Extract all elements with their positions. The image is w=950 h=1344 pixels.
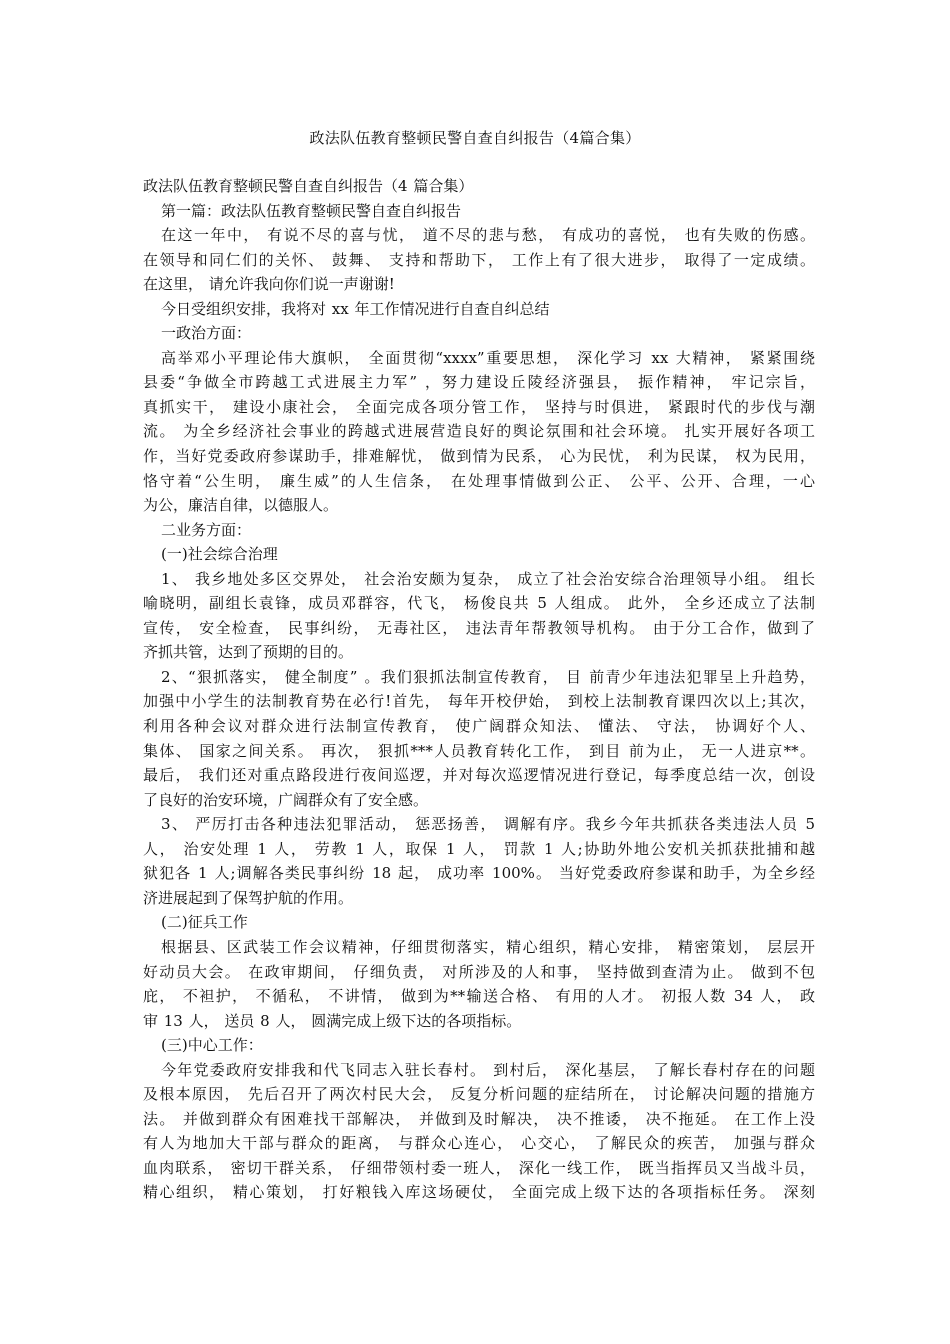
- paragraph-line: 加强中小学生的法制教育势在必行!首先， 每年开校伊始， 到校上法制教育课四次以上;其次，: [143, 692, 815, 711]
- paragraph-line: 流。 为全乡经济社会事业的跨越式进展营造良好的舆论氛围和社会环境。 扎实开展好各项工: [143, 422, 815, 441]
- paragraph-line: 政法队伍教育整顿民警自查自纠报告（4 篇合集）: [143, 177, 474, 195]
- paragraph-line: 狱犯各 1 人;调解各类民事纠纷 18 起， 成功率 100%。 当好党委政府参谋和助手，为全乡经: [143, 864, 815, 883]
- paragraph-line: 在这一年中， 有说不尽的喜与忧， 道不尽的悲与愁， 有成功的喜悦， 也有失败的伤感。: [161, 226, 815, 245]
- paragraph-line: 在领导和同仁们的关怀、 鼓舞、 支持和帮助下， 工作上有了很大进步， 取得了一定成绩。: [143, 250, 815, 269]
- paragraph-line: 庇， 不袒护， 不循私， 不讲情， 做到为**输送合格、 有用的人才。 初报人数 34 人， 政: [143, 987, 815, 1006]
- paragraph-line: (一)社会综合治理: [161, 545, 278, 564]
- paragraph-line: 集体、 国家之间关系。 再次， 狠抓***人员教育转化工作， 到目 前为止， 无一人进京**。: [143, 741, 815, 760]
- paragraph-line: 精心组织， 精心策划， 打好粮钱入库这场硬仗， 全面完成上级下达的各项指标任务。 深刻: [143, 1183, 815, 1202]
- paragraph-line: 为公，廉洁自律，以德服人。: [143, 496, 339, 515]
- paragraph-line: 在这里， 请允许我向你们说一声谢谢!: [143, 275, 395, 294]
- paragraph-line: 好动员大会。 在政审期间， 仔细负责， 对所涉及的人和事， 坚持做到查清为止。 做到不包: [143, 962, 815, 981]
- paragraph-line: 今日受组织安排，我将对 xx 年工作情况进行自查自纠总结: [161, 299, 550, 318]
- paragraph-line: 齐抓共管，达到了预期的目的。: [143, 643, 354, 662]
- paragraph-line: 人， 治安处理 1 人， 劳教 1 人，取保 1 人， 罚款 1 人;协助外地公安机关抓获批捕和越: [143, 839, 815, 858]
- paragraph-line: 恪守着“公生明， 廉生威”的人生信条， 在处理事情做到公正、 公平、公开、合理，一心: [143, 471, 815, 490]
- paragraph-line: 第一篇：政法队伍教育整顿民警自查自纠报告: [161, 201, 462, 220]
- paragraph-line: 利用各种会议对群众进行法制宣传教育， 使广阔群众知法、 懂法、 守法， 协调好个人、: [143, 717, 815, 736]
- paragraph-line: 二业务方面：: [161, 520, 252, 539]
- paragraph-line: 审 13 人， 送员 8 人， 圆满完成上级下达的各项指标。: [143, 1011, 522, 1030]
- paragraph-line: 今年党委政府安排我和代飞同志入驻长春村。 到村后， 深化基层， 了解长春村存在的问题: [161, 1060, 815, 1079]
- paragraph-line: 血肉联系， 密切干群关系， 仔细带领村委一班人， 深化一线工作， 既当指挥员又当战斗员，: [143, 1158, 815, 1177]
- paragraph-line: 3、 严厉打击各种违法犯罪活动， 惩恶扬善， 调解有序。我乡今年共抓获各类违法人员 5: [161, 815, 815, 834]
- paragraph-line: 最后， 我们还对重点路段进行夜间巡逻，并对每次巡逻情况进行登记，每季度总结一次，创设: [143, 766, 815, 785]
- document-title: 政法队伍教育整顿民警自查自纠报告（4篇合集）: [309, 129, 641, 147]
- paragraph-line: 喻晓明，副组长袁锋，成员邓群容，代飞， 杨俊良共 5 人组成。 此外， 全乡还成立了法制: [143, 594, 815, 613]
- paragraph-line: (三)中心工作：: [161, 1036, 263, 1055]
- paragraph-line: 一政治方面：: [161, 324, 252, 343]
- paragraph-line: 高举邓小平理论伟大旗帜， 全面贯彻“xxxx”重要思想， 深化学习 xx 大精神， 紧紧围绕: [161, 348, 815, 367]
- paragraph-line: 及根本原因， 先后召开了两次村民大会， 反复分析问题的症结所在， 讨论解决问题的措施方: [143, 1085, 815, 1104]
- paragraph-line: 2、“狠抓落实， 健全制度” 。我们狠抓法制宣传教育， 目 前青少年违法犯罪呈上升趋势，: [161, 667, 815, 686]
- paragraph-line: (二)征兵工作: [161, 913, 248, 932]
- paragraph-line: 1、 我乡地处多区交界处， 社会治安颇为复杂， 成立了社会治安综合治理领导小组。 组长: [161, 569, 815, 588]
- paragraph-line: 县委“争做全市跨越工式进展主力军” ，努力建设丘陵经济强县， 振作精神， 牢记宗旨，: [143, 373, 815, 392]
- paragraph-line: 宣传， 安全检查， 民事纠纷， 无毒社区， 违法青年帮教领导机构。 由于分工合作，做到了: [143, 618, 815, 637]
- document-body: [143, 174, 815, 1205]
- paragraph-line: 法。 并做到群众有困难找干部解决， 并做到及时解决， 决不推诿， 决不拖延。 在工作上没: [143, 1109, 815, 1128]
- paragraph-line: 真抓实干， 建设小康社会， 全面完成各项分管工作， 坚持与时俱进， 紧跟时代的步伐与潮: [143, 397, 815, 416]
- paragraph-line: 有人为地加大干部与群众的距离， 与群众心连心， 心交心， 了解民众的疾苦， 加强与群众: [143, 1134, 815, 1153]
- paragraph-line: 作，当好党委政府参谋助手，排难解忧， 做到情为民系， 心为民忧， 利为民谋， 权为民用，: [143, 447, 815, 466]
- paragraph-line: 根据县、区武装工作会议精神，仔细贯彻落实，精心组织，精心安排， 精密策划， 层层开: [161, 937, 815, 956]
- paragraph-line: 济进展起到了保驾护航的作用。: [143, 888, 354, 907]
- paragraph-line: 了良好的治安环境，广阔群众有了安全感。: [143, 790, 429, 809]
